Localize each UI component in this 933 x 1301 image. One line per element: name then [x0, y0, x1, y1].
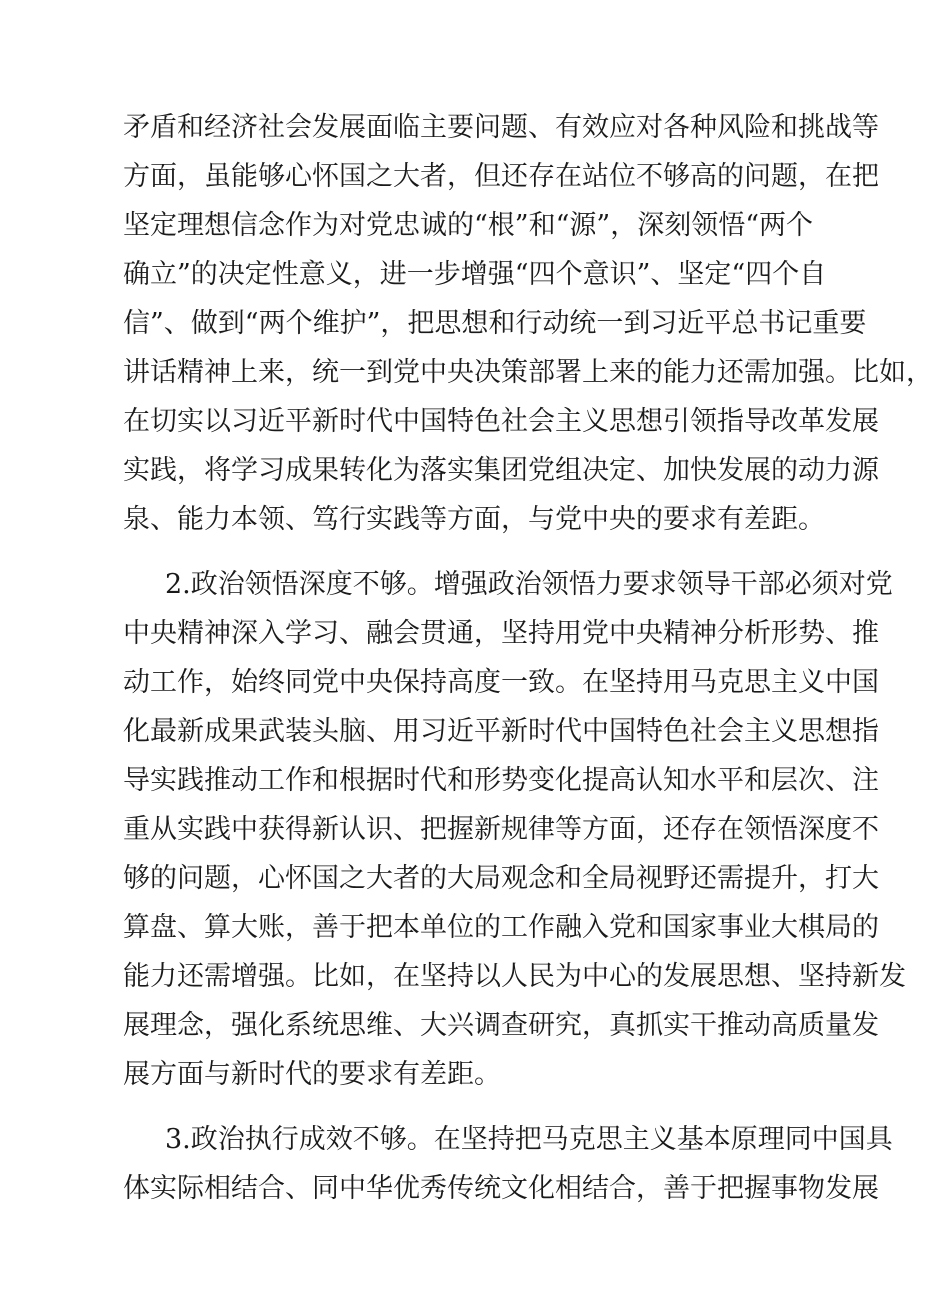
text-line: 实践，将学习成果转化为落实集团党组决定、加快发展的动力源: [123, 455, 879, 486]
paragraph-2: [123, 560, 906, 1099]
text-line: 展理念，强化系统思维、大兴调查研究，真抓实干推动高质量发: [123, 1010, 879, 1041]
paragraph-spacer: [123, 1099, 813, 1115]
text-line: 确立”的决定性意义，进一步增强“四个意识”、坚定“四个自: [123, 259, 827, 290]
text-line: 能力还需增强。比如，在坚持以人民为中心的发展思想、坚持新发: [123, 961, 906, 992]
text-line: 动工作，始终同党中央保持高度一致。在坚持用马克思主义中国: [123, 667, 879, 698]
text-line: 矛盾和经济社会发展面临主要问题、有效应对各种风险和挑战等: [123, 112, 879, 143]
paragraph-spacer: [123, 544, 813, 560]
paragraph-3: [123, 1115, 893, 1213]
text-line: 坚定理想信念作为对党忠诚的“根”和“源”，深刻领悟“两个: [123, 210, 814, 241]
document-body: [123, 103, 933, 1213]
text-line: 算盘、算大账，善于把本单位的工作融入党和国家事业大棋局的: [123, 912, 879, 943]
text-line-indented: 2.政治领悟深度不够。增强政治领悟力要求领导干部必须对党: [165, 569, 893, 600]
text-line: 信”、做到“两个维护”，把思想和行动统一到习近平总书记重要: [123, 308, 867, 339]
text-line: 体实际相结合、同中华优秀传统文化相结合，善于把握事物发展: [123, 1173, 879, 1204]
text-line: 重从实践中获得新认识、把握新规律等方面，还存在领悟深度不: [123, 814, 879, 845]
text-line: 讲话精神上来，统一到党中央决策部署上来的能力还需加强。比如，: [123, 357, 933, 388]
text-line: 化最新成果武装头脑、用习近平新时代中国特色社会主义思想指: [123, 716, 879, 747]
text-line: 在切实以习近平新时代中国特色社会主义思想引领指导改革发展: [123, 406, 879, 437]
text-line: 展方面与新时代的要求有差距。: [123, 1059, 501, 1090]
text-line: 够的问题，心怀国之大者的大局观念和全局视野还需提升，打大: [123, 863, 879, 894]
text-line: 泉、能力本领、笃行实践等方面，与党中央的要求有差距。: [123, 504, 825, 535]
text-line: 方面，虽能够心怀国之大者，但还存在站位不够高的问题，在把: [123, 161, 879, 192]
text-line-indented: 3.政治执行成效不够。在坚持把马克思主义基本原理同中国具: [165, 1124, 893, 1155]
paragraph-1: [123, 103, 933, 544]
text-line: 中央精神深入学习、融会贯通，坚持用党中央精神分析形势、推: [123, 618, 879, 649]
text-line: 导实践推动工作和根据时代和形势变化提高认知水平和层次、注: [123, 765, 879, 796]
